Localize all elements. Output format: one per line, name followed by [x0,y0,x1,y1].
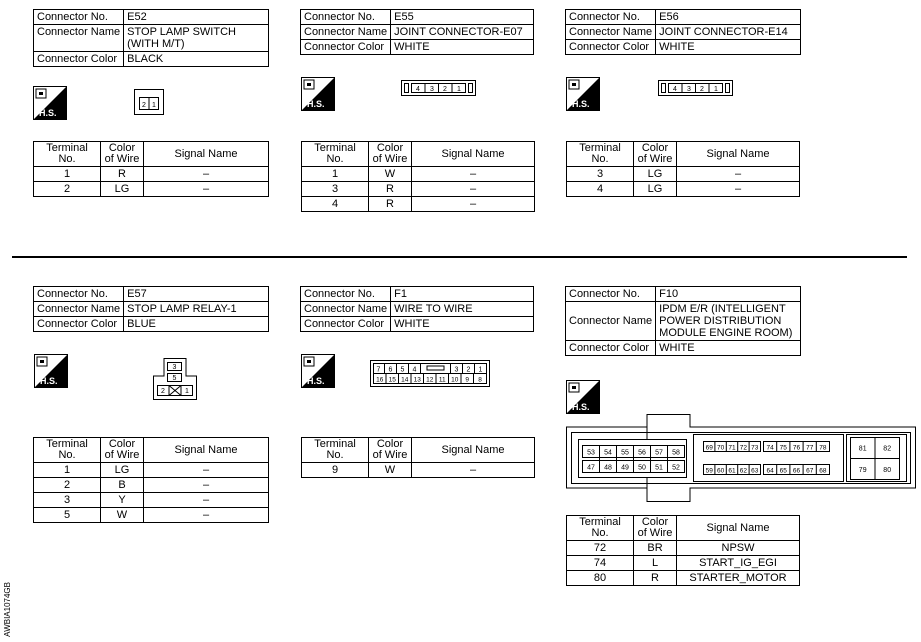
connector-info-table [33,286,269,332]
table-row [567,182,800,197]
signal-name: – [144,167,269,182]
signal-name-header: Signal Name [412,438,535,463]
pin-label: 3 [454,366,459,374]
connector-color-label: Connector Color [34,52,124,67]
connector-name-value: JOINT CONNECTOR-E07 [391,25,534,40]
terminal-no: 1 [34,463,101,478]
connector-no-label: Connector No. [566,10,656,25]
terminal-no: 4 [302,197,369,212]
pin-label: 3 [172,364,177,371]
pin-label: 16 [376,376,384,384]
pin-label: 9 [465,376,470,384]
connector-color-value: WHITE [656,341,801,356]
connector-no-label: Connector No. [34,287,124,302]
connector-color-label: Connector Color [566,341,656,356]
connector-name-label: Connector Name [566,25,656,40]
wire-color: Y [101,493,144,508]
terminal-no: 4 [567,182,634,197]
terminal-no: 2 [34,182,101,197]
color-of-wire-header: Color of Wire [101,142,144,167]
pin-label: 5 [172,375,177,382]
terminal-no-header: Terminal No. [567,142,634,167]
wire-color: LG [101,182,144,197]
table-row [567,556,800,571]
pin-label: 54 [604,449,612,457]
pin-label: 12 [426,376,434,384]
connector-no-value: F1 [391,287,534,302]
terminal-no-header: Terminal No. [302,438,369,463]
pin-label: 67 [806,467,814,475]
pin-label: 1 [478,366,483,374]
connector-name-value: WIRE TO WIRE [391,302,534,317]
terminal-no: 9 [302,463,369,478]
table-row [567,167,800,182]
signal-name: STARTER_MOTOR [677,571,800,586]
pin-label: 2 [142,102,146,109]
connector-no-value: E52 [124,10,269,25]
terminal-no: 2 [34,478,101,493]
terminal-no: 74 [567,556,634,571]
connector-f1 [300,286,534,332]
terminal-no-header: Terminal No. [302,142,369,167]
terminal-no-header: Terminal No. [567,516,634,541]
connector-e56 [565,9,801,55]
table-row [34,493,269,508]
wire-color: R [634,571,677,586]
pin-label: 2 [466,366,471,374]
wire-color: R [369,197,412,212]
hs-label: H.S. [307,99,325,109]
connector-info-table [300,9,534,55]
connector-name-label: Connector Name [566,302,656,341]
terminal-no: 1 [302,167,369,182]
signal-name-header: Signal Name [677,516,800,541]
color-of-wire-header: Color of Wire [369,438,412,463]
color-of-wire-header: Color of Wire [634,142,677,167]
connector-color-value: BLUE [124,317,269,332]
signal-name-header: Signal Name [677,142,800,167]
pin-label: 56 [638,449,646,457]
wire-color: W [369,167,412,182]
terminal-table-e52 [33,141,269,197]
pin-label: 13 [413,376,421,384]
wire-color: LG [101,463,144,478]
pin-label: 58 [672,449,680,457]
pin-label: 53 [587,449,595,457]
connector-name-value: JOINT CONNECTOR-E14 [656,25,801,40]
pin-label: 68 [819,467,827,475]
terminal-no: 5 [34,508,101,523]
table-row [34,508,269,523]
terminal-table-f1 [301,437,535,478]
wire-color: L [634,556,677,571]
pin-label: 48 [604,464,612,472]
connector-no-value: E56 [656,10,801,25]
pin-label: 2 [161,388,165,395]
connector-no-value: E55 [391,10,534,25]
connector-face-e55 [401,80,476,101]
signal-name: – [412,182,535,197]
signal-name: – [677,167,800,182]
signal-name: – [677,182,800,197]
pin-label: 1 [152,102,156,109]
pin-label: 1 [714,86,718,93]
connector-face-e57 [152,358,198,405]
connector-name-value: IPDM E/R (INTELLIGENT POWER DISTRIBUTION MODULE ENGINE ROOM) [656,302,801,341]
terminal-no-header: Terminal No. [34,142,101,167]
pin-label: 2 [443,86,447,93]
terminal-no: 3 [567,167,634,182]
pin-label: 3 [687,86,691,93]
table-row [302,167,535,182]
signal-name: – [144,182,269,197]
terminal-table-e55 [301,141,535,212]
wire-color: R [369,182,412,197]
pin-label: 60 [716,467,725,475]
hs-icon [301,354,335,388]
connector-color-label: Connector Color [301,40,391,55]
connector-face-e52 [134,89,164,120]
signal-name-header: Signal Name [144,142,269,167]
connector-face-f1 [370,360,490,392]
pin-label: 2 [700,86,704,93]
pin-label: 70 [716,444,725,452]
pin-label: 66 [792,467,801,475]
hs-label: H.S. [572,402,590,412]
hs-label: H.S. [572,99,590,109]
table-row [34,167,269,182]
pin-label: 6 [388,366,393,374]
pin-label: 57 [655,449,663,457]
pin-label: 3 [430,86,434,93]
hs-label: H.S. [39,108,57,118]
pin-label: 10 [451,376,459,384]
wire-color: LG [634,167,677,182]
hs-icon [34,354,68,388]
connector-e57 [33,286,269,332]
terminal-no: 80 [567,571,634,586]
table-row [34,478,269,493]
pin-label: 79 [858,467,867,474]
signal-name: – [144,493,269,508]
pin-label: 81 [858,445,867,453]
wire-color: LG [634,182,677,197]
pin-label: 62 [739,467,748,475]
terminal-table-f10 [566,515,800,586]
color-of-wire-header: Color of Wire [101,438,144,463]
pin-label: 82 [883,445,892,453]
hs-icon [33,86,67,120]
section-divider [12,256,907,258]
signal-name: – [144,478,269,493]
signal-name: – [144,463,269,478]
table-row [567,571,800,586]
signal-name: – [412,167,535,182]
connector-no-label: Connector No. [301,287,391,302]
pin-label: 71 [728,444,736,452]
hs-icon [566,380,600,414]
connector-name-label: Connector Name [34,302,124,317]
table-row [34,463,269,478]
pin-label: 49 [621,464,629,472]
pin-label: 75 [779,444,787,452]
terminal-table-e56 [566,141,800,197]
table-row [302,463,535,478]
connector-info-table [565,286,801,356]
pin-label: 5 [400,366,405,374]
hs-label: H.S. [40,376,58,386]
connector-color-value: WHITE [391,40,534,55]
pin-label: 11 [438,376,446,384]
wire-color: W [369,463,412,478]
wire-color: W [101,508,144,523]
connector-name-value: STOP LAMP RELAY-1 [124,302,269,317]
hs-label: H.S. [307,376,325,386]
pin-label: 47 [587,464,595,472]
pin-label: 72 [739,444,748,452]
pin-label: 69 [705,444,713,452]
terminal-no: 3 [34,493,101,508]
pin-label: 65 [779,467,787,475]
connector-no-value: F10 [656,287,801,302]
pin-label: 64 [766,467,774,475]
connector-color-label: Connector Color [301,317,391,332]
color-of-wire-header: Color of Wire [369,142,412,167]
pin-label: 4 [673,86,677,93]
connector-info-table [565,9,801,55]
connector-name-value: STOP LAMP SWITCH (WITH M/T) [124,25,269,52]
connector-no-label: Connector No. [566,287,656,302]
signal-name: NPSW [677,541,800,556]
pin-label: 14 [401,376,409,384]
pin-label: 80 [883,467,892,474]
connector-info-table [300,286,534,332]
table-row [34,182,269,197]
connector-color-value: WHITE [391,317,534,332]
color-of-wire-header: Color of Wire [634,516,677,541]
hs-icon [566,77,600,111]
pin-label: 61 [728,467,736,475]
pin-label: 77 [806,444,814,452]
signal-name-header: Signal Name [144,438,269,463]
terminal-table-e57 [33,437,269,523]
connector-name-label: Connector Name [301,25,391,40]
pin-label: 4 [416,86,420,93]
wire-color: B [101,478,144,493]
connector-face-f10 [566,414,916,507]
connector-color-value: WHITE [656,40,801,55]
terminal-no-header: Terminal No. [34,438,101,463]
connector-e52 [33,9,269,67]
connector-color-value: BLACK [124,52,269,67]
table-row [302,182,535,197]
connector-no-label: Connector No. [301,10,391,25]
connector-name-label: Connector Name [34,25,124,52]
connector-face-e56 [658,80,733,101]
pin-label: 51 [655,464,663,472]
table-row [567,541,800,556]
connector-f10 [565,286,801,356]
pin-label: 4 [412,366,417,374]
pin-label: 7 [376,366,381,374]
connector-no-label: Connector No. [34,10,124,25]
pin-label: 52 [672,464,680,472]
pin-label: 63 [751,467,759,475]
connector-color-label: Connector Color [34,317,124,332]
signal-name: – [144,508,269,523]
signal-name: – [412,463,535,478]
connector-e55 [300,9,534,55]
signal-name: START_IG_EGI [677,556,800,571]
signal-name-header: Signal Name [412,142,535,167]
terminal-no: 3 [302,182,369,197]
connector-no-value: E57 [124,287,269,302]
terminal-no: 72 [567,541,634,556]
table-row [302,197,535,212]
terminal-no: 1 [34,167,101,182]
pin-label: 8 [478,376,482,384]
signal-name: – [412,197,535,212]
pin-label: 78 [819,444,827,452]
pin-label: 1 [185,388,189,395]
pin-label: 76 [792,444,801,452]
wire-color: BR [634,541,677,556]
connector-info-table [33,9,269,67]
connector-color-label: Connector Color [566,40,656,55]
pin-label: 74 [766,444,774,452]
pin-label: 1 [457,86,461,93]
pin-label: 73 [751,444,759,452]
hs-icon [301,77,335,111]
connector-name-label: Connector Name [301,302,391,317]
pin-label: 59 [705,467,713,475]
pin-label: 15 [388,376,396,384]
pin-label: 55 [621,449,629,457]
wire-color: R [101,167,144,182]
figure-code: AWBIA1074GB [3,582,12,637]
pin-label: 50 [638,464,646,472]
